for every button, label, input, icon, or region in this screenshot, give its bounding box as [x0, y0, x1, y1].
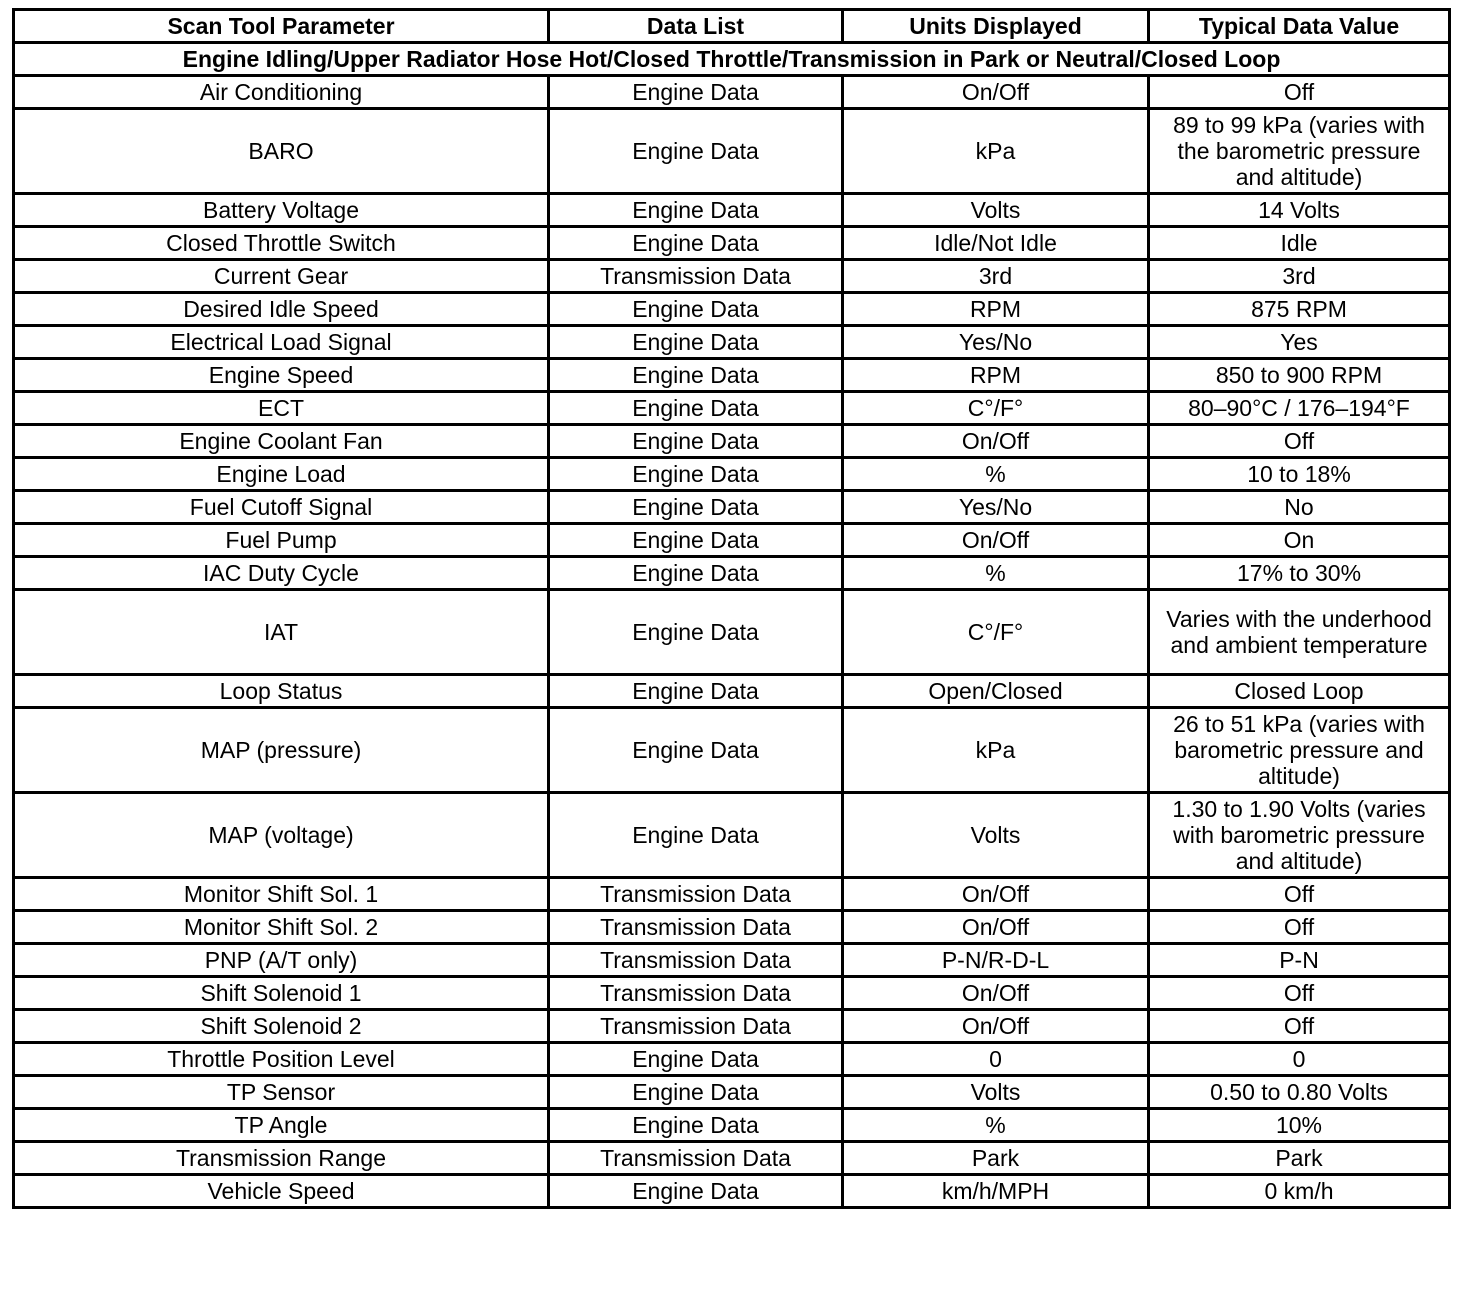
table-row [14, 260, 1450, 293]
typical-value-cell: 10 to 18% [1149, 458, 1450, 491]
data-list-cell: Engine Data [549, 359, 843, 392]
typical-value-cell: Park [1149, 1142, 1450, 1175]
data-list-cell: Engine Data [549, 392, 843, 425]
table-row [14, 557, 1450, 590]
condition-row [14, 43, 1450, 76]
parameter-cell: Desired Idle Speed [14, 293, 549, 326]
typical-value-cell: 80–90°C / 176–194°F [1149, 392, 1450, 425]
table-body [14, 43, 1450, 1208]
parameter-cell: Engine Speed [14, 359, 549, 392]
parameter-cell: ECT [14, 392, 549, 425]
parameter-cell: MAP (pressure) [14, 708, 549, 793]
typical-value-cell: 14 Volts [1149, 194, 1450, 227]
parameter-cell: Fuel Cutoff Signal [14, 491, 549, 524]
table-row [14, 911, 1450, 944]
typical-value-cell: Off [1149, 977, 1450, 1010]
header-scan-tool-parameter: Scan Tool Parameter [14, 10, 549, 43]
typical-value-cell: Yes [1149, 326, 1450, 359]
data-list-cell: Transmission Data [549, 1142, 843, 1175]
data-list-cell: Engine Data [549, 1043, 843, 1076]
units-cell: Yes/No [843, 326, 1149, 359]
data-list-cell: Transmission Data [549, 911, 843, 944]
header-row [14, 10, 1450, 43]
data-list-cell: Engine Data [549, 293, 843, 326]
data-list-cell: Transmission Data [549, 977, 843, 1010]
typical-value-cell: Closed Loop [1149, 675, 1450, 708]
parameter-cell: Transmission Range [14, 1142, 549, 1175]
parameter-cell: IAC Duty Cycle [14, 557, 549, 590]
data-list-cell: Engine Data [549, 590, 843, 675]
units-cell: % [843, 1109, 1149, 1142]
header-units-displayed: Units Displayed [843, 10, 1149, 43]
parameter-cell: TP Sensor [14, 1076, 549, 1109]
parameter-cell: Current Gear [14, 260, 549, 293]
data-list-cell: Engine Data [549, 76, 843, 109]
table-row [14, 326, 1450, 359]
parameter-cell: Monitor Shift Sol. 2 [14, 911, 549, 944]
typical-value-cell: Off [1149, 76, 1450, 109]
typical-value-cell: 875 RPM [1149, 293, 1450, 326]
typical-value-cell: 89 to 99 kPa (varies with the barometric pressure and altitude) [1149, 109, 1450, 194]
units-cell: On/Off [843, 524, 1149, 557]
units-cell: Park [843, 1142, 1149, 1175]
typical-value-cell: 3rd [1149, 260, 1450, 293]
typical-value-cell: 26 to 51 kPa (varies with barometric pressure and altitude) [1149, 708, 1450, 793]
parameter-cell: Engine Load [14, 458, 549, 491]
units-cell: % [843, 557, 1149, 590]
typical-value-cell: 0 km/h [1149, 1175, 1450, 1208]
units-cell: km/h/MPH [843, 1175, 1149, 1208]
parameter-cell: PNP (A/T only) [14, 944, 549, 977]
units-cell: On/Off [843, 911, 1149, 944]
parameter-cell: BARO [14, 109, 549, 194]
data-list-cell: Transmission Data [549, 878, 843, 911]
units-cell: Volts [843, 1076, 1149, 1109]
data-list-cell: Engine Data [549, 326, 843, 359]
parameter-cell: Electrical Load Signal [14, 326, 549, 359]
units-cell: RPM [843, 359, 1149, 392]
parameter-cell: TP Angle [14, 1109, 549, 1142]
table-row [14, 1043, 1450, 1076]
table-row [14, 1142, 1450, 1175]
table-row [14, 708, 1450, 793]
parameter-cell: Vehicle Speed [14, 1175, 549, 1208]
units-cell: Volts [843, 793, 1149, 878]
typical-value-cell: No [1149, 491, 1450, 524]
units-cell: C°/F° [843, 590, 1149, 675]
units-cell: kPa [843, 109, 1149, 194]
units-cell: 0 [843, 1043, 1149, 1076]
parameter-cell: MAP (voltage) [14, 793, 549, 878]
typical-value-cell: 0 [1149, 1043, 1450, 1076]
table-row [14, 590, 1450, 675]
table-row [14, 1109, 1450, 1142]
data-list-cell: Engine Data [549, 1076, 843, 1109]
data-list-cell: Transmission Data [549, 260, 843, 293]
parameter-cell: Fuel Pump [14, 524, 549, 557]
units-cell: 3rd [843, 260, 1149, 293]
table-row [14, 524, 1450, 557]
parameter-cell: Engine Coolant Fan [14, 425, 549, 458]
scan-tool-data-table [12, 8, 1451, 1209]
units-cell: On/Off [843, 1010, 1149, 1043]
units-cell: On/Off [843, 977, 1149, 1010]
table-row [14, 878, 1450, 911]
units-cell: kPa [843, 708, 1149, 793]
units-cell: On/Off [843, 878, 1149, 911]
units-cell: % [843, 458, 1149, 491]
parameter-cell: Loop Status [14, 675, 549, 708]
parameter-cell: Shift Solenoid 2 [14, 1010, 549, 1043]
test-condition: Engine Idling/Upper Radiator Hose Hot/Closed Throttle/Transmission in Park or Neutral/Closed Loop [14, 43, 1450, 76]
data-list-cell: Engine Data [549, 524, 843, 557]
parameter-cell: Throttle Position Level [14, 1043, 549, 1076]
typical-value-cell: 850 to 900 RPM [1149, 359, 1450, 392]
typical-value-cell: P-N [1149, 944, 1450, 977]
table-row [14, 392, 1450, 425]
table-row [14, 793, 1450, 878]
typical-value-cell: Varies with the underhood and ambient temperature [1149, 590, 1450, 675]
parameter-cell: Battery Voltage [14, 194, 549, 227]
table-row [14, 76, 1450, 109]
data-list-cell: Engine Data [549, 1175, 843, 1208]
typical-value-cell: Off [1149, 878, 1450, 911]
units-cell: On/Off [843, 76, 1149, 109]
data-list-cell: Engine Data [549, 491, 843, 524]
table-header [14, 10, 1450, 43]
table-row [14, 227, 1450, 260]
units-cell: Yes/No [843, 491, 1149, 524]
table-row [14, 977, 1450, 1010]
table-row [14, 359, 1450, 392]
data-list-cell: Engine Data [549, 227, 843, 260]
data-list-cell: Engine Data [549, 109, 843, 194]
data-list-cell: Engine Data [549, 708, 843, 793]
table-row [14, 425, 1450, 458]
parameter-cell: Shift Solenoid 1 [14, 977, 549, 1010]
data-list-cell: Engine Data [549, 793, 843, 878]
data-list-cell: Engine Data [549, 675, 843, 708]
typical-value-cell: 17% to 30% [1149, 557, 1450, 590]
data-list-cell: Engine Data [549, 458, 843, 491]
header-typical-data-value: Typical Data Value [1149, 10, 1450, 43]
data-list-cell: Engine Data [549, 557, 843, 590]
table-row [14, 1076, 1450, 1109]
table-row [14, 458, 1450, 491]
data-list-cell: Engine Data [549, 425, 843, 458]
units-cell: P-N/R-D-L [843, 944, 1149, 977]
header-data-list: Data List [549, 10, 843, 43]
units-cell: On/Off [843, 425, 1149, 458]
typical-value-cell: 0.50 to 0.80 Volts [1149, 1076, 1450, 1109]
table-row [14, 675, 1450, 708]
table-row [14, 109, 1450, 194]
units-cell: RPM [843, 293, 1149, 326]
data-list-cell: Engine Data [549, 194, 843, 227]
parameter-cell: Air Conditioning [14, 76, 549, 109]
typical-value-cell: Idle [1149, 227, 1450, 260]
table-row [14, 1175, 1450, 1208]
table-row [14, 491, 1450, 524]
table-row [14, 194, 1450, 227]
units-cell: Volts [843, 194, 1149, 227]
typical-value-cell: Off [1149, 911, 1450, 944]
typical-value-cell: 1.30 to 1.90 Volts (varies with barometric pressure and altitude) [1149, 793, 1450, 878]
data-list-cell: Transmission Data [549, 944, 843, 977]
units-cell: Idle/Not Idle [843, 227, 1149, 260]
parameter-cell: IAT [14, 590, 549, 675]
data-list-cell: Transmission Data [549, 1010, 843, 1043]
parameter-cell: Closed Throttle Switch [14, 227, 549, 260]
table-row [14, 293, 1450, 326]
typical-value-cell: Off [1149, 1010, 1450, 1043]
parameter-cell: Monitor Shift Sol. 1 [14, 878, 549, 911]
typical-value-cell: 10% [1149, 1109, 1450, 1142]
typical-value-cell: On [1149, 524, 1450, 557]
data-list-cell: Engine Data [549, 1109, 843, 1142]
units-cell: C°/F° [843, 392, 1149, 425]
typical-value-cell: Off [1149, 425, 1450, 458]
units-cell: Open/Closed [843, 675, 1149, 708]
table-row [14, 944, 1450, 977]
table-row [14, 1010, 1450, 1043]
